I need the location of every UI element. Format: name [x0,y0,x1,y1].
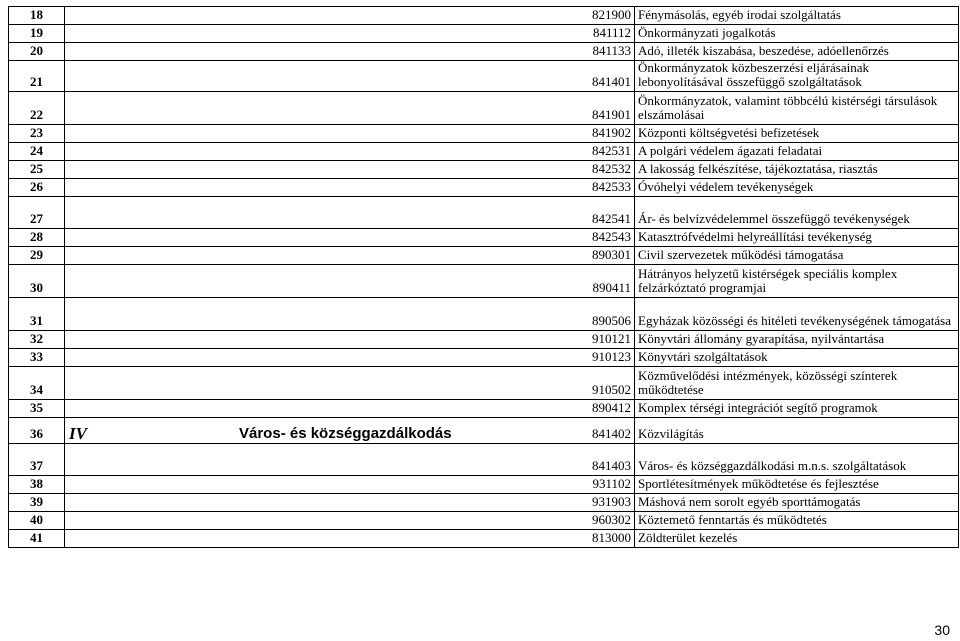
activity-code: 960302 [592,512,631,527]
table-row [9,400,959,418]
activity-description: Adó, illeték kiszabása, beszedése, adóellenőrzés [635,43,959,61]
activity-code: 842541 [592,211,631,226]
activity-code: 841401 [592,74,631,89]
activity-code: 931102 [592,476,631,491]
table-row [9,331,959,349]
table-row [9,476,959,494]
activity-description: Könyvtári állomány gyarapítása, nyilvántartása [635,331,959,349]
table-row [9,349,959,367]
row-number: 39 [9,494,65,512]
page-number: 30 [934,622,950,638]
table-row [9,25,959,43]
activity-description: Komplex térségi integrációt segítő programok [635,400,959,418]
activity-code: 841402 [592,426,631,441]
row-number: 24 [9,143,65,161]
table-row [9,229,959,247]
activity-code: 813000 [592,530,631,545]
activity-description: Önkormányzatok közbeszerzési eljárásainak lebonyolításával összefüggő szolgáltatások [635,61,959,92]
row-number: 31 [9,298,65,331]
activity-table [8,6,959,548]
table-row [9,7,959,25]
activity-code: 842531 [592,143,631,158]
table-row [9,530,959,548]
activity-description: Könyvtári szolgáltatások [635,349,959,367]
code-cell [65,530,635,548]
activity-description: Sportlétesítmények működtetése és fejlesztése [635,476,959,494]
activity-description: Óvóhelyi védelem tevékenységek [635,179,959,197]
table-row [9,418,959,444]
code-cell [65,349,635,367]
activity-code: 841901 [592,107,631,122]
row-number: 18 [9,7,65,25]
code-cell [65,179,635,197]
activity-code: 910502 [592,382,631,397]
activity-description: Katasztrófvédelmi helyreállítási tevékenység [635,229,959,247]
code-cell [65,43,635,61]
row-number: 22 [9,92,65,125]
code-cell [65,7,635,25]
activity-code: 842543 [592,229,631,244]
row-number: 34 [9,367,65,400]
code-cell [65,331,635,349]
activity-code: 842533 [592,179,631,194]
activity-description: A polgári védelem ágazati feladatai [635,143,959,161]
row-number: 27 [9,197,65,229]
table-row [9,61,959,92]
code-cell [65,143,635,161]
code-cell [65,400,635,418]
activity-description: Közvilágítás [635,418,959,444]
code-cell [65,125,635,143]
activity-description: Hátrányos helyzetű kistérségek speciális komplex felzárkóztató programjai [635,265,959,298]
activity-description: Máshová nem sorolt egyéb sporttámogatás [635,494,959,512]
table-row [9,247,959,265]
table-row [9,161,959,179]
row-number: 29 [9,247,65,265]
activity-code: 821900 [592,7,631,22]
activity-description: Civil szervezetek működési támogatása [635,247,959,265]
code-cell [65,25,635,43]
code-cell [65,92,635,125]
row-number: 38 [9,476,65,494]
table-row [9,367,959,400]
code-cell [65,197,635,229]
activity-code: 890506 [592,313,631,328]
row-number: 41 [9,530,65,548]
activity-description: A lakosság felkészítése, tájékoztatása, riasztás [635,161,959,179]
roman-numeral: IV [69,424,87,443]
activity-code: 910123 [592,349,631,364]
table-row [9,265,959,298]
row-number: 28 [9,229,65,247]
activity-code: 890301 [592,247,631,262]
activity-description: Egyházak közösségi és hitéleti tevékenységének támogatása [635,298,959,331]
code-cell [65,512,635,530]
table-row [9,43,959,61]
code-cell [65,494,635,512]
activity-code: 910121 [592,331,631,346]
row-number: 25 [9,161,65,179]
activity-code: 890412 [592,400,631,415]
category-label: Város- és községgazdálkodás [239,425,452,442]
activity-code: 890411 [592,280,631,295]
activity-description: Város- és községgazdálkodási m.n.s. szolgáltatások [635,444,959,476]
row-number: 26 [9,179,65,197]
activity-table-body [9,7,959,548]
activity-code: 841902 [592,125,631,140]
code-cell [65,247,635,265]
code-cell [65,61,635,92]
code-cell [65,444,635,476]
code-cell [65,265,635,298]
table-row [9,512,959,530]
table-row [9,92,959,125]
row-number: 32 [9,331,65,349]
table-row [9,444,959,476]
row-number: 19 [9,25,65,43]
table-row [9,143,959,161]
activity-code: 931903 [592,494,631,509]
code-cell [65,229,635,247]
code-cell [65,418,635,444]
row-number: 36 [9,418,65,444]
table-row [9,179,959,197]
activity-description: Önkormányzati jogalkotás [635,25,959,43]
row-number: 37 [9,444,65,476]
activity-code: 841133 [592,43,631,58]
activity-description: Köztemető fenntartás és működtetés [635,512,959,530]
row-number: 21 [9,61,65,92]
table-row [9,125,959,143]
activity-description: Ár- és belvízvédelemmel összefüggő tevékenységek [635,197,959,229]
table-row [9,494,959,512]
row-number: 20 [9,43,65,61]
activity-description: Közművelődési intézmények, közösségi színterek működtetése [635,367,959,400]
row-number: 35 [9,400,65,418]
activity-description: Önkormányzatok, valamint többcélú kistérségi társulások elszámolásai [635,92,959,125]
activity-code: 842532 [592,161,631,176]
activity-code: 841112 [592,25,631,40]
table-row [9,197,959,229]
activity-code: 841403 [592,458,631,473]
code-cell [65,476,635,494]
row-number: 30 [9,265,65,298]
activity-description: Fénymásolás, egyéb irodai szolgáltatás [635,7,959,25]
row-number: 40 [9,512,65,530]
table-row [9,298,959,331]
row-number: 23 [9,125,65,143]
activity-description: Központi költségvetési befizetések [635,125,959,143]
row-number: 33 [9,349,65,367]
activity-description: Zöldterület kezelés [635,530,959,548]
code-cell [65,298,635,331]
code-cell [65,367,635,400]
code-cell [65,161,635,179]
